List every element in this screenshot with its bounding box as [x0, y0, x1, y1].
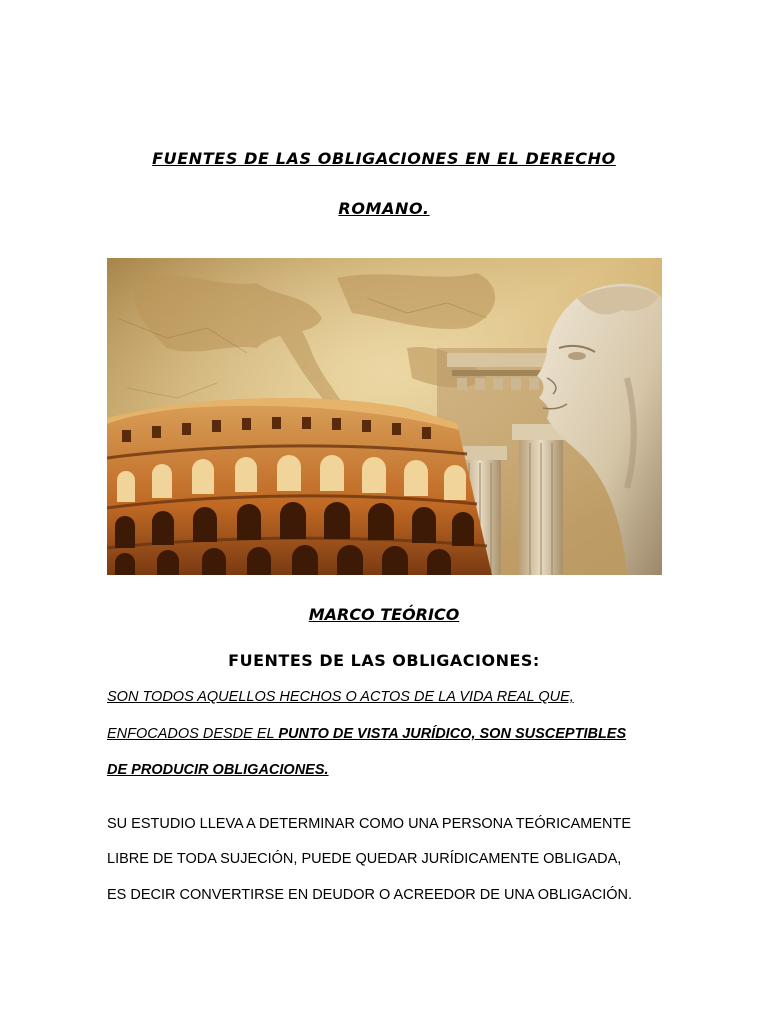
definition-line-1	[107, 689, 574, 705]
definition-emphasis: DE PRODUCIR OBLIGACIONES.	[107, 762, 329, 778]
definition-emphasis: PUNTO DE VISTA JURÍDICO, SON SUSCEPTIBLES	[278, 726, 627, 742]
document-title-line-2: ROMANO.	[338, 199, 430, 218]
subsection-title: FUENTES DE LAS OBLIGACIONES:	[228, 651, 540, 670]
definition-line-3	[107, 762, 329, 778]
document-title-line-1: FUENTES DE LAS OBLIGACIONES EN EL DERECHO	[152, 149, 616, 168]
colosseum	[107, 398, 492, 575]
definition-text: ENFOCADOS DESDE EL	[107, 726, 279, 742]
paragraph-line-1: SU ESTUDIO LLEVA A DETERMINAR COMO UNA PERSONA TEÓRICAMENTE	[107, 816, 631, 832]
roman-collage-image	[107, 258, 662, 575]
paragraph-line-3: ES DECIR CONVERTIRSE EN DEUDOR O ACREEDOR DE UNA OBLIGACIÓN.	[107, 887, 633, 903]
section-title: MARCO TEÓRICO	[308, 605, 460, 624]
paragraph-line-2: LIBRE DE TODA SUJECIÓN, PUEDE QUEDAR JURÍDICAMENTE OBLIGADA,	[107, 851, 622, 867]
definition-line-2	[107, 726, 626, 742]
definition-text: SON TODOS AQUELLOS HECHOS O ACTOS DE LA VIDA REAL QUE,	[107, 689, 574, 705]
